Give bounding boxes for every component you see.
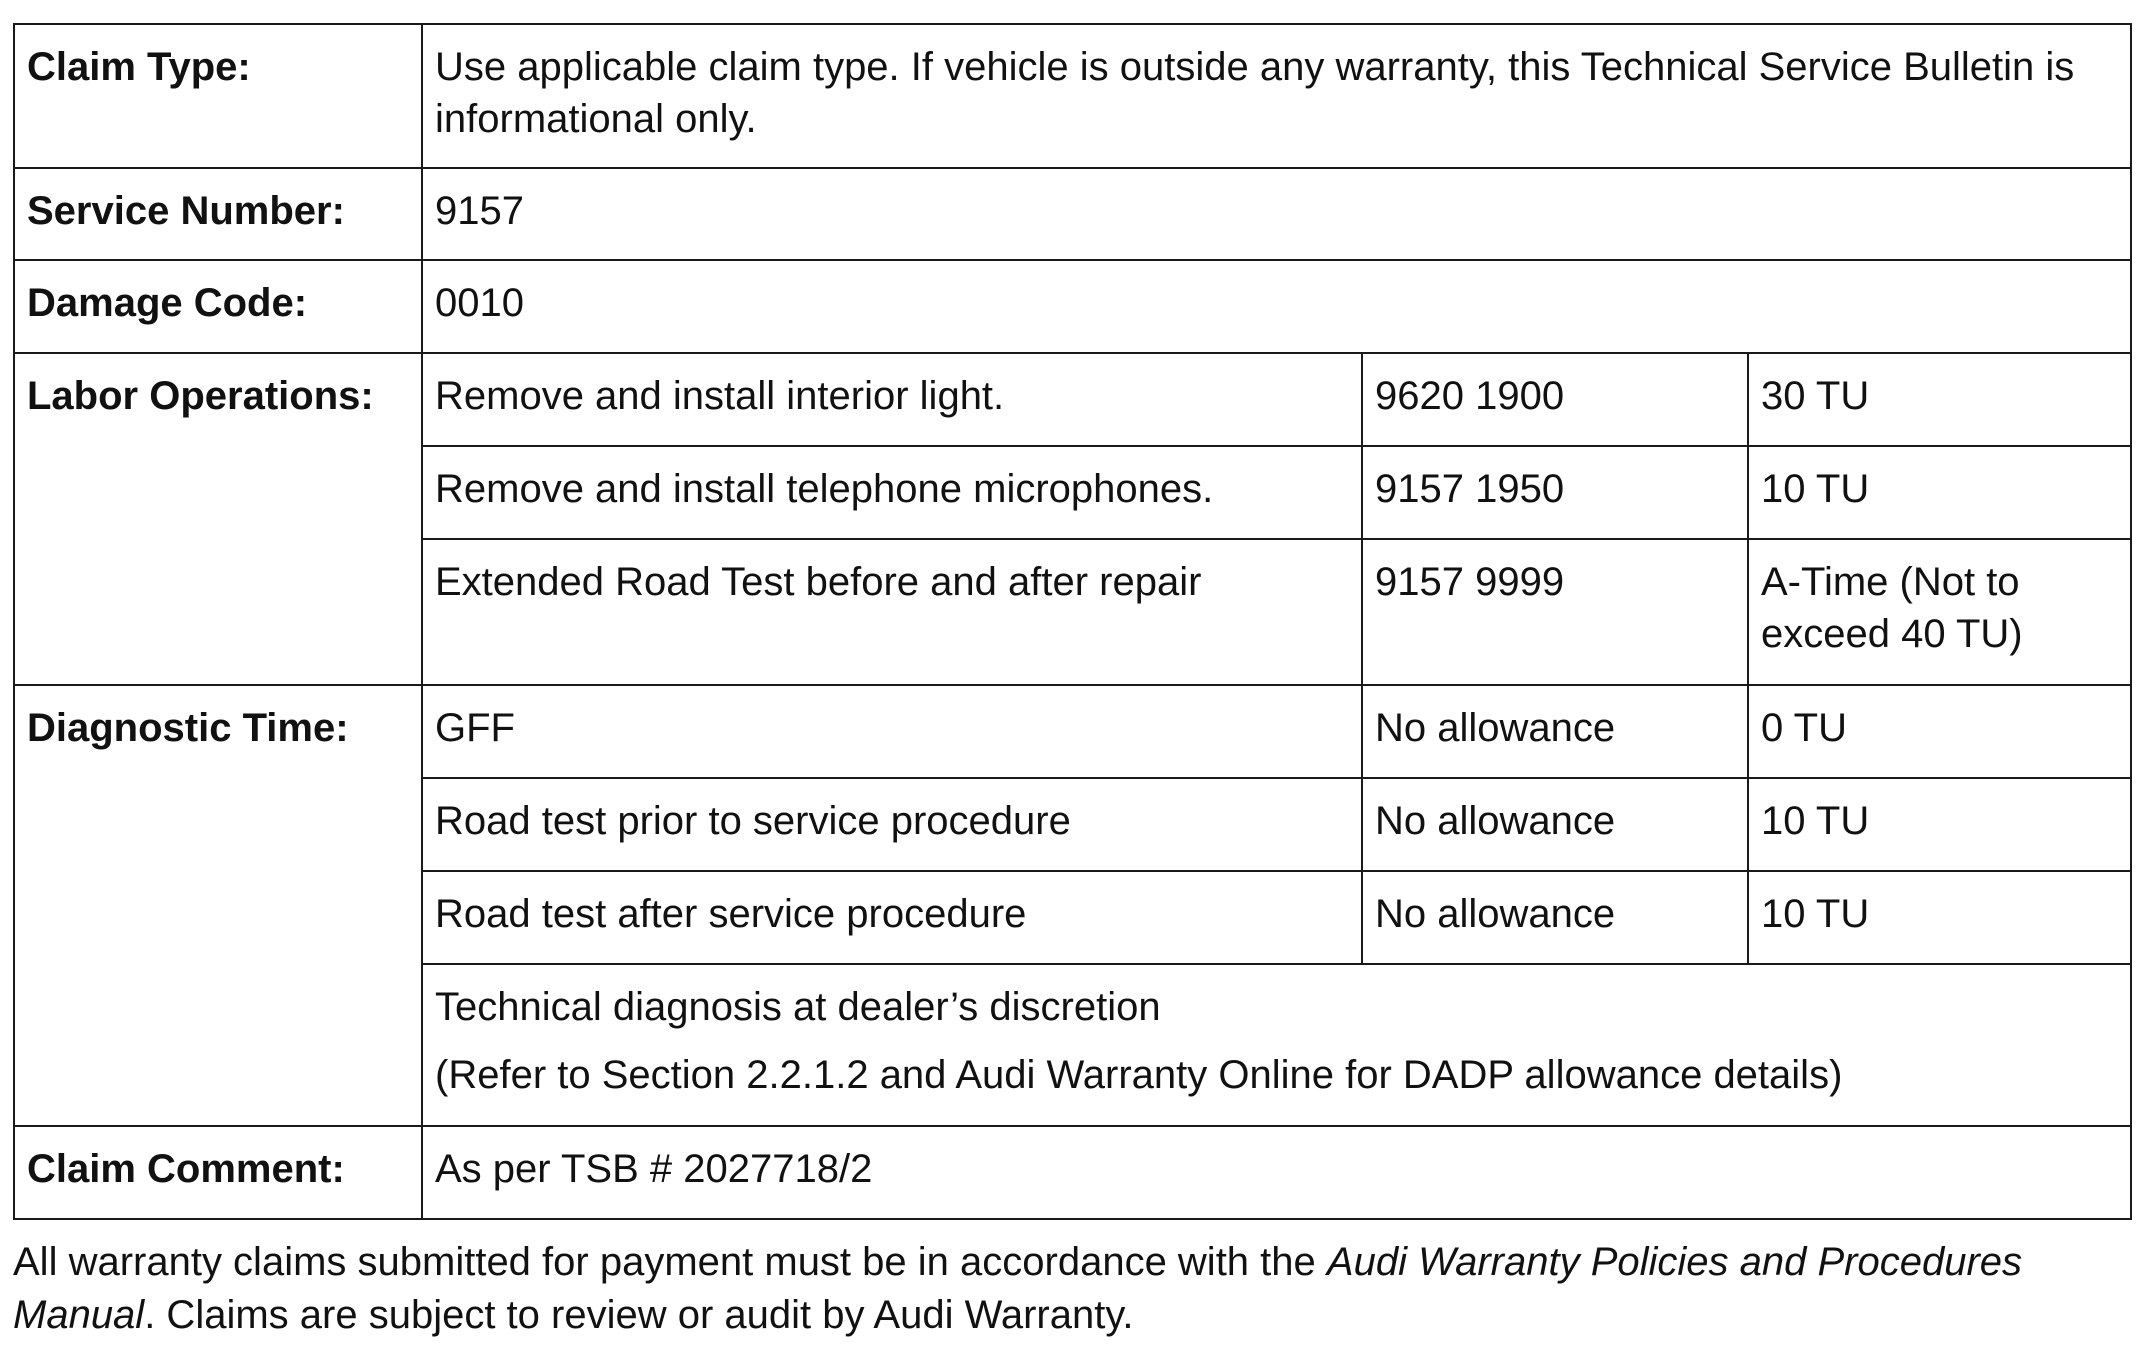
diagnostic-description: Road test prior to service procedure — [422, 778, 1362, 871]
service-number-value: 9157 — [422, 168, 2131, 260]
labor-operation-description: Remove and install interior light. — [422, 353, 1362, 446]
footer-text-after: . Claims are subject to review or audit by Audi Warranty. — [144, 1293, 1134, 1337]
claim-comment-row — [14, 1126, 2131, 1219]
warranty-footer-note — [13, 1236, 2133, 1342]
diagnostic-time-label: Diagnostic Time: — [14, 685, 422, 1126]
labor-operation-code: 9157 9999 — [1362, 539, 1748, 685]
claim-type-label: Claim Type: — [14, 24, 422, 168]
footer-text-before: All warranty claims submitted for payment must be in accordance with the — [13, 1240, 1327, 1284]
damage-code-label: Damage Code: — [14, 260, 422, 353]
diagnostic-note-line-2: (Refer to Section 2.2.1.2 and Audi Warranty Online for DADP allowance details) — [435, 1053, 1843, 1097]
diagnostic-time-value: 10 TU — [1748, 778, 2131, 871]
diagnostic-allowance: No allowance — [1362, 778, 1748, 871]
service-number-label: Service Number: — [14, 168, 422, 260]
service-number-row — [14, 168, 2131, 260]
diagnostic-time-row — [14, 685, 2131, 778]
diagnostic-allowance: No allowance — [1362, 871, 1748, 964]
claim-comment-value: As per TSB # 2027718/2 — [422, 1126, 2131, 1219]
labor-operation-code: 9157 1950 — [1362, 446, 1748, 539]
diagnostic-note-line-1: Technical diagnosis at dealer’s discretion — [435, 985, 1161, 1029]
labor-operations-label: Labor Operations: — [14, 353, 422, 685]
labor-operation-row — [14, 353, 2131, 446]
diagnostic-description: Road test after service procedure — [422, 871, 1362, 964]
labor-operation-description: Remove and install telephone microphones. — [422, 446, 1362, 539]
labor-operation-description: Extended Road Test before and after repair — [422, 539, 1362, 685]
diagnostic-time-value: 0 TU — [1748, 685, 2131, 778]
damage-code-row — [14, 260, 2131, 353]
diagnostic-description: GFF — [422, 685, 1362, 778]
claim-type-value: Use applicable claim type. If vehicle is outside any warranty, this Technical Service Bulletin is informational only. — [422, 24, 2131, 168]
diagnostic-time-value: 10 TU — [1748, 871, 2131, 964]
diagnostic-note — [422, 964, 2131, 1126]
claim-comment-label: Claim Comment: — [14, 1126, 422, 1219]
labor-operation-time: 10 TU — [1748, 446, 2131, 539]
diagnostic-allowance: No allowance — [1362, 685, 1748, 778]
damage-code-value: 0010 — [422, 260, 2131, 353]
labor-operation-code: 9620 1900 — [1362, 353, 1748, 446]
labor-operation-time: A-Time (Not to exceed 40 TU) — [1748, 539, 2131, 685]
labor-operation-time: 30 TU — [1748, 353, 2131, 446]
claim-type-row — [14, 24, 2131, 168]
footer-manual-title: Audi Warranty Policies and Procedures Manual — [13, 1240, 2023, 1337]
claim-info-table — [13, 23, 2132, 1220]
